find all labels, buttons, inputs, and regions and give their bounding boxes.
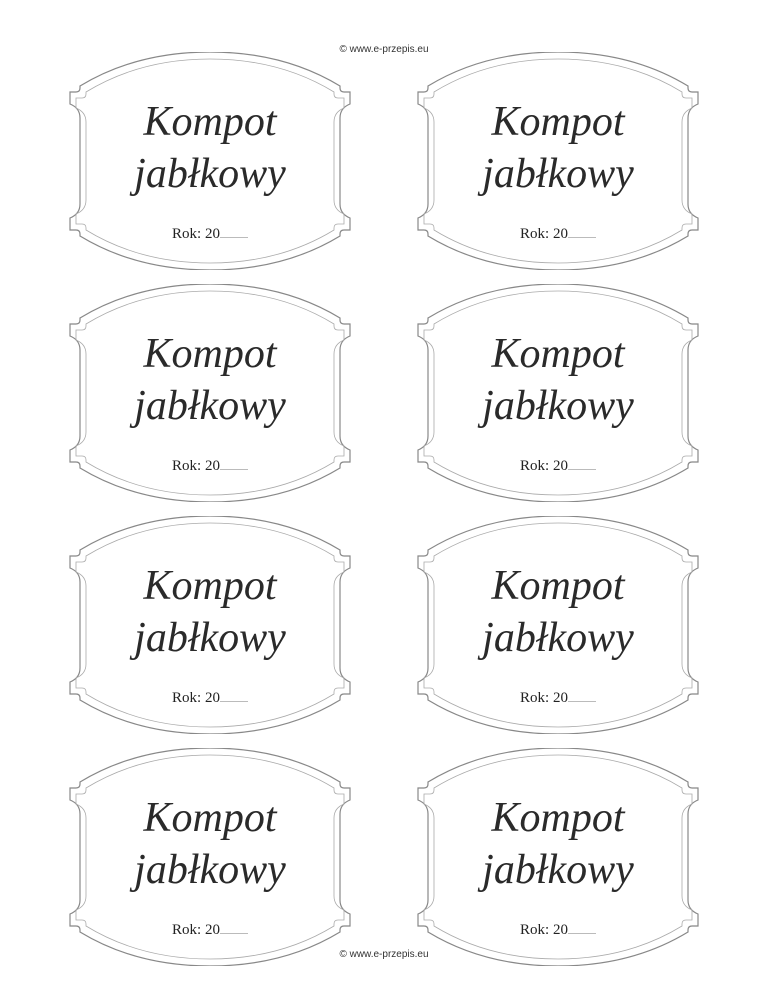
label-title-line1: Kompot (143, 331, 277, 377)
year-blank-line (568, 700, 596, 702)
year-label: Rok: 20 (172, 458, 220, 474)
label-title-line1: Kompot (143, 795, 277, 841)
label-title-line2: jabłkowy (134, 615, 286, 661)
label-title-line2: jabłkowy (134, 383, 286, 429)
year-label: Rok: 20 (520, 458, 568, 474)
year-field (404, 922, 712, 939)
year-blank-line (220, 932, 248, 934)
label-title-line1: Kompot (491, 563, 625, 609)
year-blank-line (220, 468, 248, 470)
label-title-line1: Kompot (491, 795, 625, 841)
year-field (56, 458, 364, 475)
year-label: Rok: 20 (172, 226, 220, 242)
label-title-line2: jabłkowy (482, 615, 634, 661)
label-title-line2: jabłkowy (482, 151, 634, 197)
jar-label (404, 516, 712, 734)
label-title-line2: jabłkowy (134, 847, 286, 893)
year-blank-line (568, 236, 596, 238)
year-field (404, 226, 712, 243)
label-title-line2: jabłkowy (482, 847, 634, 893)
label-title-line1: Kompot (491, 99, 625, 145)
jar-label (56, 516, 364, 734)
year-blank-line (568, 932, 596, 934)
year-field (56, 690, 364, 707)
label-title-line2: jabłkowy (482, 383, 634, 429)
year-label: Rok: 20 (520, 690, 568, 706)
jar-label (56, 284, 364, 502)
year-blank-line (220, 236, 248, 238)
year-label: Rok: 20 (520, 226, 568, 242)
label-title-line2: jabłkowy (134, 151, 286, 197)
credit-bottom: © www.e-przepis.eu (339, 949, 429, 960)
year-blank-line (568, 468, 596, 470)
jar-label (404, 284, 712, 502)
jar-label (404, 748, 712, 966)
label-title-line1: Kompot (143, 563, 277, 609)
year-blank-line (220, 700, 248, 702)
year-field (404, 690, 712, 707)
year-field (404, 458, 712, 475)
jar-label (56, 748, 364, 966)
year-label: Rok: 20 (172, 690, 220, 706)
credit-top: © www.e-przepis.eu (339, 44, 429, 55)
year-label: Rok: 20 (520, 922, 568, 938)
label-title-line1: Kompot (491, 331, 625, 377)
year-field (56, 922, 364, 939)
jar-label (56, 52, 364, 270)
label-title-line1: Kompot (143, 99, 277, 145)
year-field (56, 226, 364, 243)
year-label: Rok: 20 (172, 922, 220, 938)
jar-label (404, 52, 712, 270)
